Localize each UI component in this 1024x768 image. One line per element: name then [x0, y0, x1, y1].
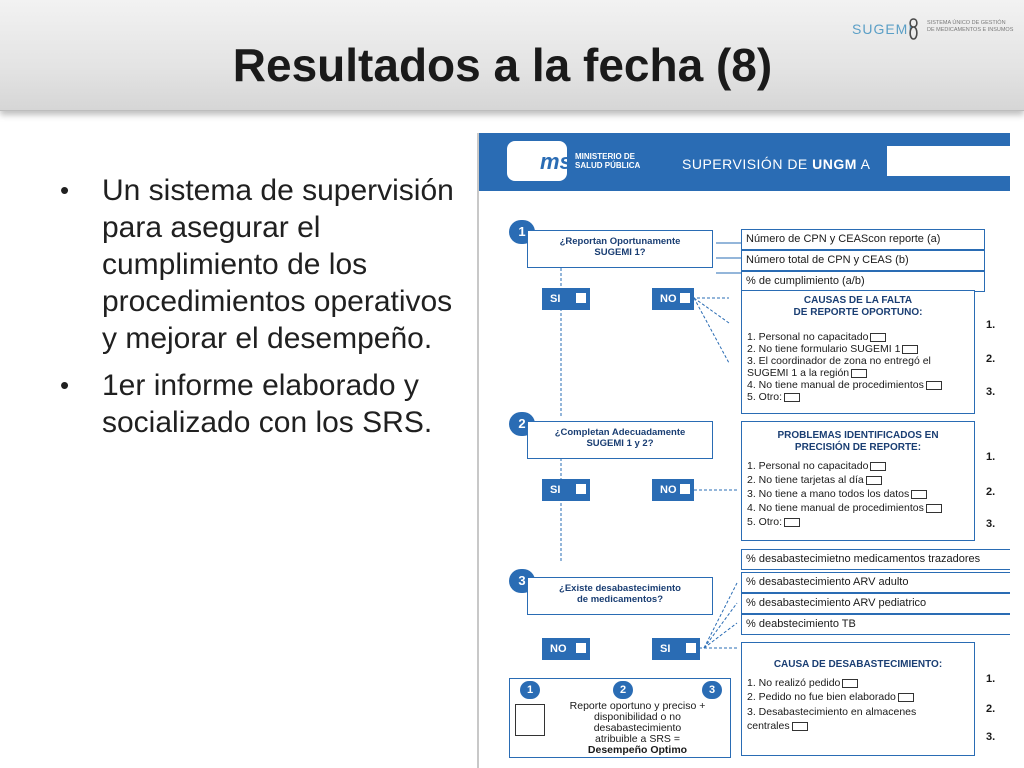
logo-name: SUGEMI [852, 21, 914, 37]
bullet-text: 1er informe elaborado y socializado con los SRS. [102, 369, 433, 439]
summary-step-number: 2 [613, 681, 633, 699]
problems-panel [741, 421, 975, 541]
right-number: 1. [986, 451, 996, 463]
form-row: % desabastecimietno medicamentos trazadores [741, 549, 1010, 570]
answer-no [542, 638, 590, 660]
ministry-line-1: MINISTERIO DE [575, 152, 636, 161]
checkbox[interactable] [576, 293, 586, 303]
problem-item [747, 502, 942, 514]
right-number: 3. [986, 731, 996, 743]
cause-text: 5. Otro: [747, 391, 783, 403]
panel-title-1: PROBLEMAS IDENTIFICADOS EN [777, 430, 939, 441]
checkbox[interactable] [866, 476, 882, 485]
right-number: 3. [986, 386, 996, 398]
sugemi-logo [852, 15, 1012, 45]
right-number: 2. [986, 486, 996, 498]
shortage-text: 1. No realizó pedido [747, 677, 841, 689]
checkbox[interactable] [851, 369, 867, 378]
cause-text: 4. No tiene manual de procedimientos [747, 379, 924, 391]
cause-text: 1. Personal no capacitado [747, 331, 869, 343]
summary-line: atribuible a SRS = [595, 733, 680, 745]
checkbox[interactable] [576, 643, 586, 653]
answer-label: NO [660, 484, 677, 496]
summary-step-number: 1 [520, 681, 540, 699]
problem-text: 1. Personal no capacitado [747, 460, 869, 472]
shortage-text: 3. Desabastecimiento en almacenes [747, 706, 917, 718]
summary-step-number: 3 [702, 681, 722, 699]
bullet-item [60, 367, 455, 441]
title-bar [0, 0, 1024, 111]
form-title-bold: UNGM [812, 156, 857, 172]
question-3-line-2: de medicamentos? [576, 594, 664, 605]
shortage-causes-panel [741, 642, 975, 756]
bullet-item [60, 172, 455, 357]
score-box[interactable] [515, 704, 545, 736]
problem-text: 3. No tiene a mano todos los datos [747, 488, 910, 500]
problem-item [747, 488, 927, 500]
bullet-list [60, 172, 455, 451]
checkbox[interactable] [926, 504, 942, 513]
right-number: 1. [986, 673, 996, 685]
step-number: 3 [509, 569, 535, 593]
question-3-line-1: ¿Existe desabastecimiento [559, 583, 681, 594]
cause-item [747, 331, 886, 343]
cause-text: 3. El coordinador de zona no entregó el [747, 355, 931, 367]
question-2 [527, 421, 713, 459]
checkbox[interactable] [926, 381, 942, 390]
right-number: 1. [986, 319, 996, 331]
checkbox[interactable] [686, 643, 696, 653]
checkbox[interactable] [842, 679, 858, 688]
summary-result: Desempeño Optimo [587, 744, 688, 756]
bullet-dot-icon: • [60, 175, 70, 205]
summary-line: disponibilidad o no desabastecimiento [593, 711, 682, 734]
shortage-item [747, 677, 858, 689]
answer-label: NO [550, 643, 567, 655]
checkbox[interactable] [680, 484, 690, 494]
step-number: 1 [509, 220, 535, 244]
logo-tagline-2: DE MEDICAMENTOS E INSUMOS [927, 27, 1014, 33]
question-1-line-1: ¿Reportan Oportunamente [559, 236, 681, 247]
msp-logo-text: msp [540, 149, 586, 174]
right-number: 3. [986, 518, 996, 530]
panel-title: CAUSA DE DESABASTECIMIENTO: [773, 659, 943, 670]
bullet-dot-icon: • [60, 370, 70, 400]
panel-title-2: DE REPORTE OPORTUNO: [793, 307, 923, 318]
step-number: 2 [509, 412, 535, 436]
form-row: % deabstecimiento TB [741, 614, 1010, 635]
question-2-line-2: SUGEMI 1 y 2? [586, 438, 654, 449]
form-row: % desabastecimiento ARV adulto [741, 572, 1010, 593]
checkbox[interactable] [576, 484, 586, 494]
form-row: % desabastecimiento ARV pediatrico [741, 593, 1010, 614]
checkbox[interactable] [902, 345, 918, 354]
shortage-text: centrales [747, 720, 790, 732]
summary-line: Reporte oportuno y preciso + [569, 700, 706, 712]
panel-title-1: CAUSAS DE LA FALTA [803, 295, 913, 306]
cause-text: 2. No tiene formulario SUGEMI 1 [747, 343, 901, 355]
shortage-text: 2. Pedido no fue bien elaborado [747, 691, 896, 703]
form-row: Número de CPN y CEAScon reporte (a) [741, 229, 985, 250]
question-2-line-1: ¿Completan Adecuadamente [554, 427, 686, 438]
checkbox[interactable] [870, 462, 886, 471]
checkbox[interactable] [784, 393, 800, 402]
problem-text: 2. No tiene tarjetas al día [747, 474, 864, 486]
checkbox[interactable] [680, 293, 690, 303]
problem-item [747, 474, 882, 486]
slide-title: Resultados a la fecha (8) [232, 39, 773, 91]
right-number: 2. [986, 353, 996, 365]
cause-item [747, 367, 867, 379]
cause-item [747, 355, 931, 367]
checkbox[interactable] [792, 722, 808, 731]
problem-item [747, 516, 800, 528]
cause-text: SUGEMI 1 a la región [747, 367, 850, 379]
answer-no [652, 479, 694, 501]
performance-summary [509, 678, 731, 758]
problem-text: 5. Otro: [747, 516, 783, 528]
problem-item [747, 460, 886, 472]
checkbox[interactable] [784, 518, 800, 527]
answer-label: SI [550, 293, 561, 305]
right-number: 2. [986, 703, 996, 715]
logo-tagline-1: SISTEMA ÚNICO DE GESTIÓN [927, 20, 1006, 26]
cause-item [747, 379, 942, 391]
shortage-item [747, 706, 916, 718]
shortage-item [747, 691, 914, 703]
answer-si [652, 638, 700, 660]
cause-item [747, 343, 918, 355]
problem-text: 4. No tiene manual de procedimientos [747, 502, 924, 514]
summary-text [550, 701, 725, 756]
cause-item [747, 391, 800, 403]
answer-label: SI [660, 643, 671, 655]
answer-si [542, 479, 590, 501]
logo-mark-icon [908, 17, 919, 41]
panel-title-2: PRECISIÓN DE REPORTE: [794, 442, 922, 453]
form-row: % de cumplimiento (a/b) [741, 271, 985, 292]
question-1-line-2: SUGEMI 1? [594, 247, 646, 258]
logo-tagline [927, 20, 1017, 34]
form-title-prefix: SUPERVISIÓN DE [682, 156, 808, 172]
supervision-form [477, 133, 1010, 768]
ministry-line-2: SALUD PÚBLICA [575, 161, 641, 170]
shortage-item [747, 720, 808, 732]
checkbox[interactable] [870, 333, 886, 342]
checkbox[interactable] [898, 693, 914, 702]
question-1 [527, 230, 713, 268]
answer-no [652, 288, 694, 310]
form-row: Número total de CPN y CEAS (b) [741, 250, 985, 271]
answer-label: NO [660, 293, 677, 305]
causes-panel-1 [741, 290, 975, 414]
answer-label: SI [550, 484, 561, 496]
form-title-suffix: A [860, 156, 871, 172]
answer-si [542, 288, 590, 310]
checkbox[interactable] [911, 490, 927, 499]
question-3 [527, 577, 713, 615]
bullet-text: Un sistema de supervisión para asegurar el cumplimiento de los procedimientos operativos y mejorar el desempeño. [102, 174, 454, 355]
